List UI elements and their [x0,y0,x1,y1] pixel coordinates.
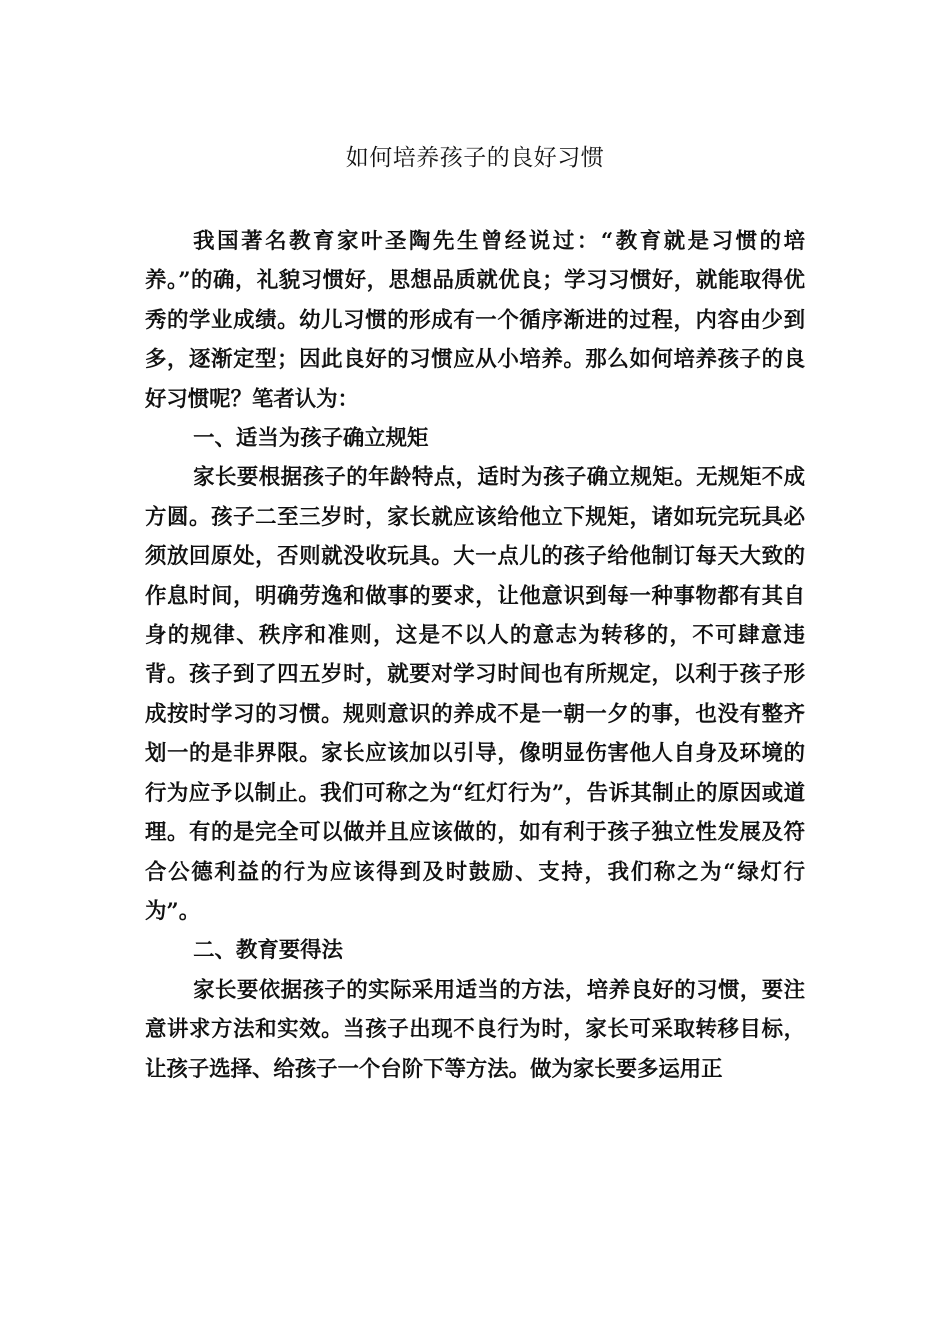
intro-paragraph: 我国著名教育家叶圣陶先生曾经说过：“教育就是习惯的培养。”的确，礼貌习惯好，思想品质就优良；学习习惯好，就能取得优秀的学业成绩。幼儿习惯的形成有一个循序渐进的过程，内容由少到多，逐渐定型；因此良好的习惯应从小培养。那么如何培养孩子的良好习惯呢？笔者认为： [145,229,805,412]
section-2-paragraph: 家长要依据孩子的实际采用适当的方法，培养良好的习惯，要注意讲求方法和实效。当孩子出现不良行为时，家长可采取转移目标，让孩子选择、给孩子一个台阶下等方法。做为家长要多运用正 [145,977,805,1082]
document-body [145,222,805,1089]
section-1-paragraph: 家长要根据孩子的年龄特点，适时为孩子确立规矩。无规矩不成方圆。孩子二至三岁时，家长就应该给他立下规矩，诸如玩完玩具必须放回原处，否则就没收玩具。大一点儿的孩子给他制订每天大致的作息时间，明确劳逸和做事的要求，让他意识到每一种事物都有其自身的规律、秩序和准则，这是不以人的意志为转移的，不可肆意违背。孩子到了四五岁时，就要对学习时间也有所规定，以利于孩子形成按时学习的习惯。规则意识的养成不是一朝一夕的事，也没有整齐划一的是非界限。家长应该加以引导，像明显伤害他人自身及环境的行为应予以制止。我们可称之为“红灯行为”，告诉其制止的原因或道理。有的是完全可以做并且应该做的，如有利于孩子独立性发展及符合公德利益的行为应该得到及时鼓励、支持，我们称之为“绿灯行为”。 [145,465,805,924]
section-heading-1: 一、适当为孩子确立规矩 [193,426,429,452]
document-title: 如何培养孩子的良好习惯 [345,145,605,171]
section-heading-2: 二、教育要得法 [193,938,343,964]
